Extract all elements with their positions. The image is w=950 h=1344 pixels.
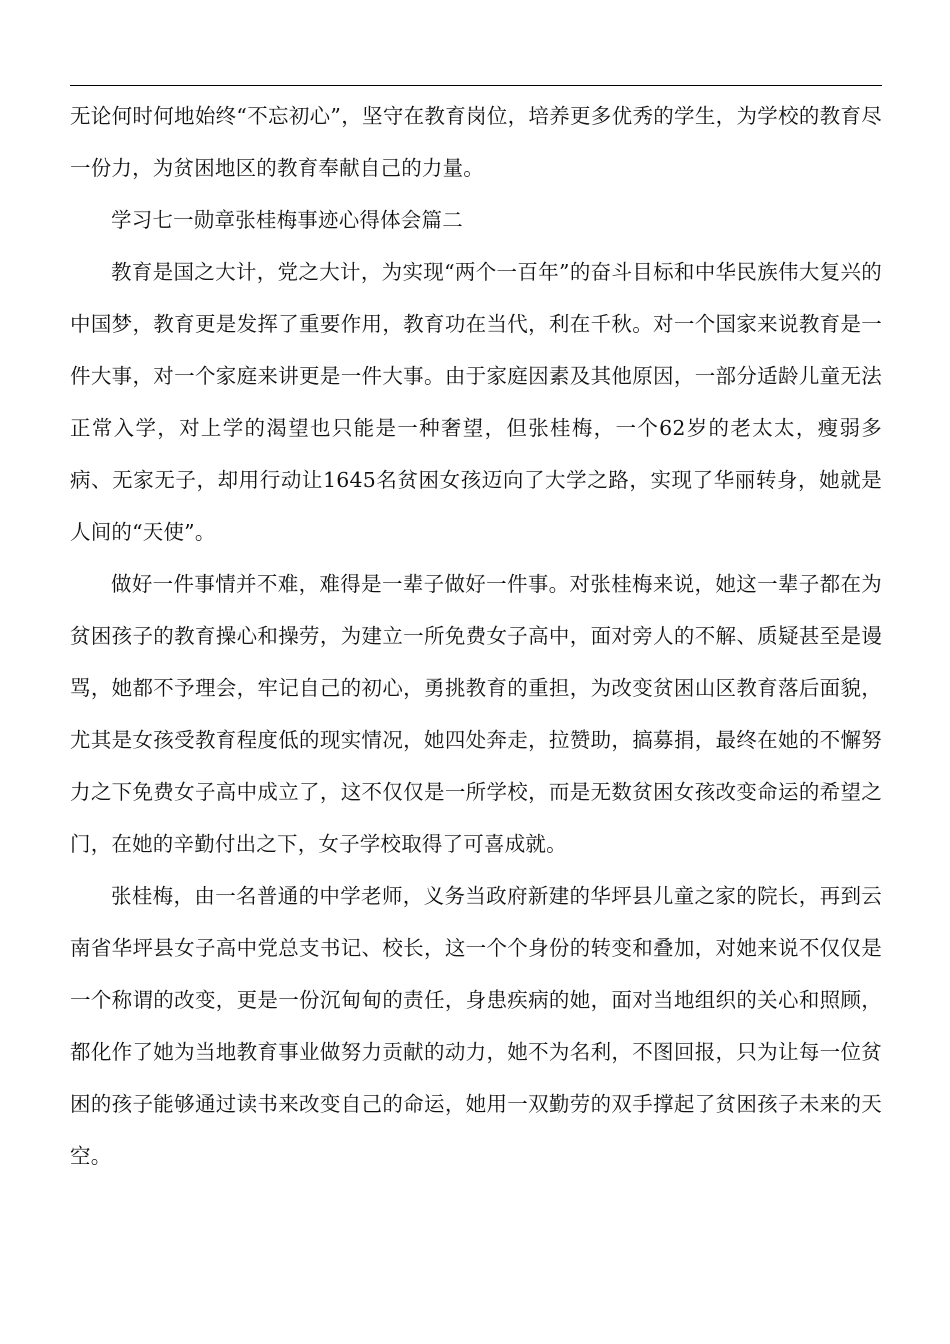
paragraph: 教育是国之大计，党之大计，为实现“两个一百年”的奋斗目标和中华民族伟大复兴的中国梦，教育更是发挥了重要作用，教育功在当代，利在千秋。对一个国家来说教育是一件大事，对一个家庭来讲更是一件大事。由于家庭因素及其他原因，一部分适龄儿童无法正常入学，对上学的渴望也只能是一种奢望，但张桂梅，一个62岁的老太太，瘦弱多病、无家无子，却用行动让1645名贫困女孩迈向了大学之路，实现了华丽转身，她就是人间的“天使”。	[70, 260, 882, 544]
document-body	[70, 90, 882, 1182]
paragraph-continuation: 无论何时何地始终“不忘初心”，坚守在教育岗位，培养更多优秀的学生，为学校的教育尽一份力，为贫困地区的教育奉献自己的力量。	[70, 104, 882, 180]
paragraph: 张桂梅，由一名普通的中学老师，义务当政府新建的华坪县儿童之家的院长，再到云南省华坪县女子高中党总支书记、校长，这一个个身份的转变和叠加，对她来说不仅仅是一个称谓的改变，更是一份沉甸甸的责任，身患疾病的她，面对当地组织的关心和照顾，都化作了她为当地教育事业做努力贡献的动力，她不为名利，不图回报，只为让每一位贫困的孩子能够通过读书来改变自己的命运，她用一双勤劳的双手撑起了贫困孩子未来的天空。	[70, 884, 882, 1168]
section-heading: 学习七一勋章张桂梅事迹心得体会篇二	[111, 208, 463, 232]
paragraph: 做好一件事情并不难，难得是一辈子做好一件事。对张桂梅来说，她这一辈子都在为贫困孩子的教育操心和操劳，为建立一所免费女子高中，面对旁人的不解、质疑甚至是谩骂，她都不予理会，牢记自己的初心，勇挑教育的重担，为改变贫困山区教育落后面貌，尤其是女孩受教育程度低的现实情况，她四处奔走，拉赞助，搞募捐，最终在她的不懈努力之下免费女子高中成立了，这不仅仅是一所学校，而是无数贫困女孩改变命运的希望之门，在她的辛勤付出之下，女子学校取得了可喜成就。	[70, 572, 882, 856]
header-rule	[70, 85, 882, 86]
